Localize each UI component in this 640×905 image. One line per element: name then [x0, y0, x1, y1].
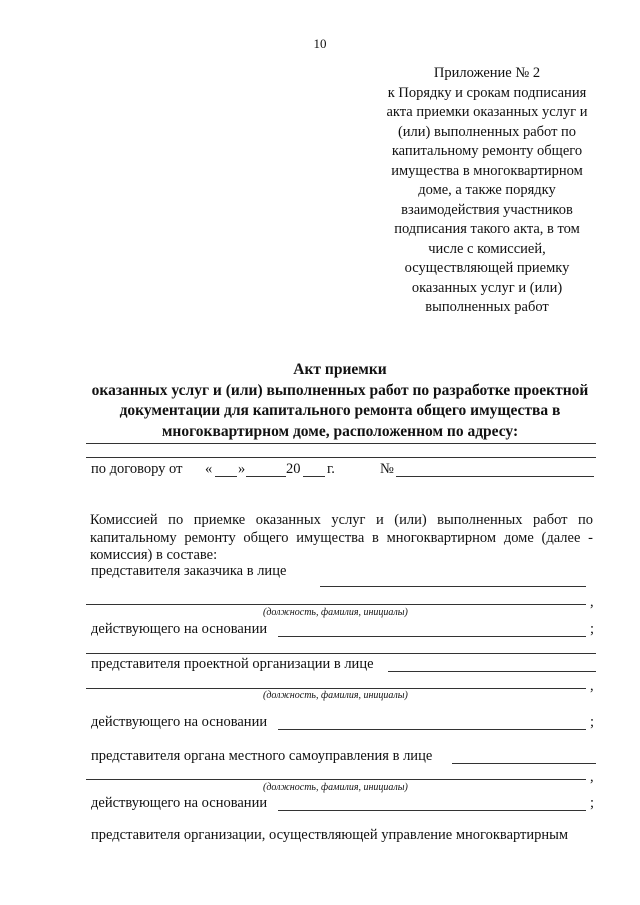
design-org-basis-field[interactable] — [278, 729, 586, 730]
appendix-line: числе с комиссией, — [428, 240, 546, 257]
address-line[interactable] — [86, 457, 596, 458]
customer-rep-field[interactable] — [320, 586, 586, 587]
commission-line: капитальному ремонту общего имущества в многоквартирном доме (далее - — [90, 529, 593, 546]
appendix-line: Приложение № 2 — [433, 65, 541, 81]
comma: , — [590, 594, 594, 610]
design-org-rep-field-2[interactable] — [86, 688, 586, 689]
commission-paragraph — [90, 512, 593, 565]
basis-label: действующего на основании — [91, 621, 268, 637]
appendix-line: подписания такого акта, в том — [394, 221, 580, 237]
year-prefix: 20 — [286, 461, 301, 477]
comma: , — [590, 769, 594, 785]
design-org-rep-field[interactable] — [388, 671, 596, 672]
appendix-header — [372, 64, 602, 318]
local-gov-rep-field-2[interactable] — [86, 779, 586, 780]
appendix-line: доме, а также порядку — [418, 182, 556, 198]
commission-line: Комиссией по приемке оказанных услуг и (или) выполненных работ по — [90, 512, 593, 528]
semicolon: ; — [590, 714, 595, 730]
number-sign: № — [380, 461, 394, 477]
appendix-line: (или) выполненных работ по — [397, 123, 577, 140]
separator-line — [86, 653, 596, 654]
appendix-line: акта приемки оказанных услуг и — [386, 104, 588, 120]
contract-number-field[interactable] — [396, 462, 594, 477]
field-caption: (должность, фамилия, инициалы) — [263, 690, 408, 701]
commission-line: комиссия) в составе: — [90, 547, 218, 563]
quote-open: « — [205, 461, 213, 477]
page-number: 10 — [313, 36, 327, 51]
appendix-line: капитальному ремонту общего — [391, 143, 583, 159]
appendix-line: выполненных работ — [425, 299, 549, 315]
local-gov-basis-field[interactable] — [278, 810, 586, 811]
customer-rep-label: представителя заказчика в лице — [91, 563, 287, 579]
appendix-line: осуществляющей приемку — [404, 260, 570, 276]
appendix-line: взаимодействия участников — [401, 201, 573, 218]
design-org-rep-label: представителя проектной организации в лице — [91, 656, 374, 672]
contract-month-field[interactable] — [246, 462, 286, 477]
local-gov-rep-field[interactable] — [452, 763, 596, 764]
title-line: документации для капитального ремонта общего имущества в — [119, 402, 561, 419]
management-org-rep-label: представителя организации, осуществляющей управление многоквартирным — [91, 827, 569, 843]
basis-label: действующего на основании — [91, 714, 268, 730]
semicolon: ; — [590, 621, 595, 637]
appendix-line: имущества в многоквартирном — [391, 162, 583, 179]
contract-year-field[interactable] — [303, 462, 325, 477]
title-line: оказанных услуг и (или) выполненных работ по разработке проектной — [91, 381, 589, 399]
year-suffix: г. — [327, 461, 335, 477]
contract-label: по договору от — [91, 461, 183, 477]
address-line[interactable] — [86, 443, 596, 444]
title-line: Акт приемки — [293, 361, 387, 378]
field-caption: (должность, фамилия, инициалы) — [263, 782, 408, 793]
appendix-line: оказанных услуг и (или) — [411, 279, 563, 296]
appendix-line: к Порядку и срокам подписания — [387, 84, 587, 101]
field-caption: (должность, фамилия, инициалы) — [263, 607, 408, 618]
local-gov-rep-label: представителя органа местного самоуправления в лице — [91, 748, 433, 764]
basis-label: действующего на основании — [91, 795, 268, 811]
title-line: многоквартирном доме, расположенном по адресу: — [161, 422, 519, 440]
customer-basis-field[interactable] — [278, 636, 586, 637]
semicolon: ; — [590, 795, 595, 811]
quote-close: » — [238, 461, 246, 477]
customer-rep-field-2[interactable] — [86, 604, 586, 605]
contract-day-field[interactable] — [215, 462, 237, 477]
document-title — [70, 360, 610, 442]
comma: , — [590, 678, 594, 694]
